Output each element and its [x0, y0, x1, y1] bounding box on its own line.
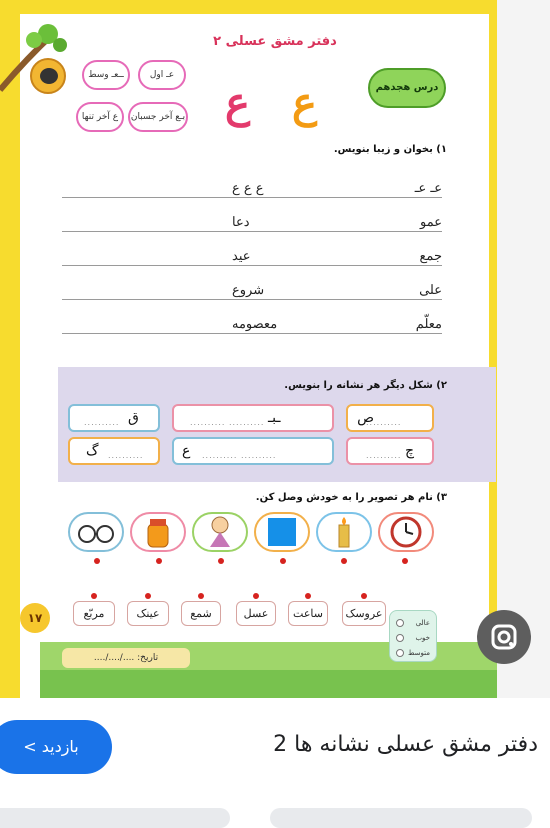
letter-form-bubble: ــعـ وسط: [82, 60, 130, 90]
image-title: دفتر مشق عسلی نشانه ها 2: [273, 732, 538, 757]
clock-icon: [378, 512, 434, 552]
match-dot: [145, 593, 151, 599]
letter-form-box: ق ..........: [68, 404, 160, 432]
handwriting-row: عید جمع: [62, 246, 442, 268]
match-word: مربّع: [73, 601, 115, 626]
big-letter-left: ع: [225, 78, 251, 127]
letter-form-box: گ ..........: [68, 437, 160, 465]
match-dot: [94, 558, 100, 564]
honey-icon: [130, 512, 186, 552]
handwriting-row: شروع علی: [62, 280, 442, 302]
match-dot: [280, 558, 286, 564]
lesson-label: درس هجدهم: [368, 68, 446, 108]
handwriting-row: ع ع ع عـ عـ: [62, 178, 442, 200]
lens-icon: [477, 610, 531, 664]
match-dot: [91, 593, 97, 599]
match-word: عروسک: [342, 601, 386, 626]
match-word: عسل: [236, 601, 276, 626]
match-dot: [341, 558, 347, 564]
match-dot: [253, 593, 259, 599]
glasses-icon: [68, 512, 124, 552]
match-dot: [305, 593, 311, 599]
page-border-top: [0, 0, 497, 14]
google-lens-button[interactable]: [477, 610, 531, 664]
match-word: ساعت: [288, 601, 328, 626]
letter-form-box: ـبـ .......... ..........: [172, 404, 334, 432]
candle-icon: [316, 512, 372, 552]
section-3-title: ۳) نام هر تصویر را به خودش وصل کن.: [255, 492, 447, 503]
match-dot: [156, 558, 162, 564]
book-title: دفتر مشق عسلی ۲: [213, 34, 337, 49]
letter-form-bubble: ع آخر تنها: [76, 102, 124, 132]
letter-form-box: چ ..........: [346, 437, 434, 465]
handwriting-row: دعا عمو: [62, 212, 442, 234]
letter-form-bubble: بـع آخر جسبان: [128, 102, 188, 132]
square-icon: [254, 512, 310, 552]
big-letter-right: ع: [292, 78, 318, 127]
visit-button[interactable]: بازدید >: [0, 720, 112, 774]
page-number: ۱۷: [20, 603, 50, 633]
match-dot: [402, 558, 408, 564]
page-border-right: [489, 0, 497, 698]
match-dot: [218, 558, 224, 564]
next-result-card[interactable]: [270, 808, 532, 828]
image-edge: [497, 0, 550, 698]
match-dot: [198, 593, 204, 599]
section-1-title: ۱) بخوان و زیبا بنویس.: [333, 144, 447, 155]
match-word: عینک: [127, 601, 169, 626]
letter-form-box: ع .......... ..........: [172, 437, 334, 465]
next-result-card[interactable]: [0, 808, 230, 828]
page-border-left: [0, 0, 20, 698]
rating-box: عالی خوب متوسط: [389, 610, 437, 662]
letter-form-box: ص ..........: [346, 404, 434, 432]
section-2-title: ۲) شکل دیگر هر نشانه را بنویس.: [284, 380, 447, 391]
letter-form-bubble: عـ اول: [138, 60, 186, 90]
match-word: شمع: [181, 601, 221, 626]
beehive-icon: [30, 58, 66, 94]
match-dot: [361, 593, 367, 599]
handwriting-row: معصومه معلّم: [62, 314, 442, 336]
date-label: تاریخ: ..../..../....: [62, 648, 190, 668]
grass-background: [40, 670, 497, 698]
doll-icon: [192, 512, 248, 552]
